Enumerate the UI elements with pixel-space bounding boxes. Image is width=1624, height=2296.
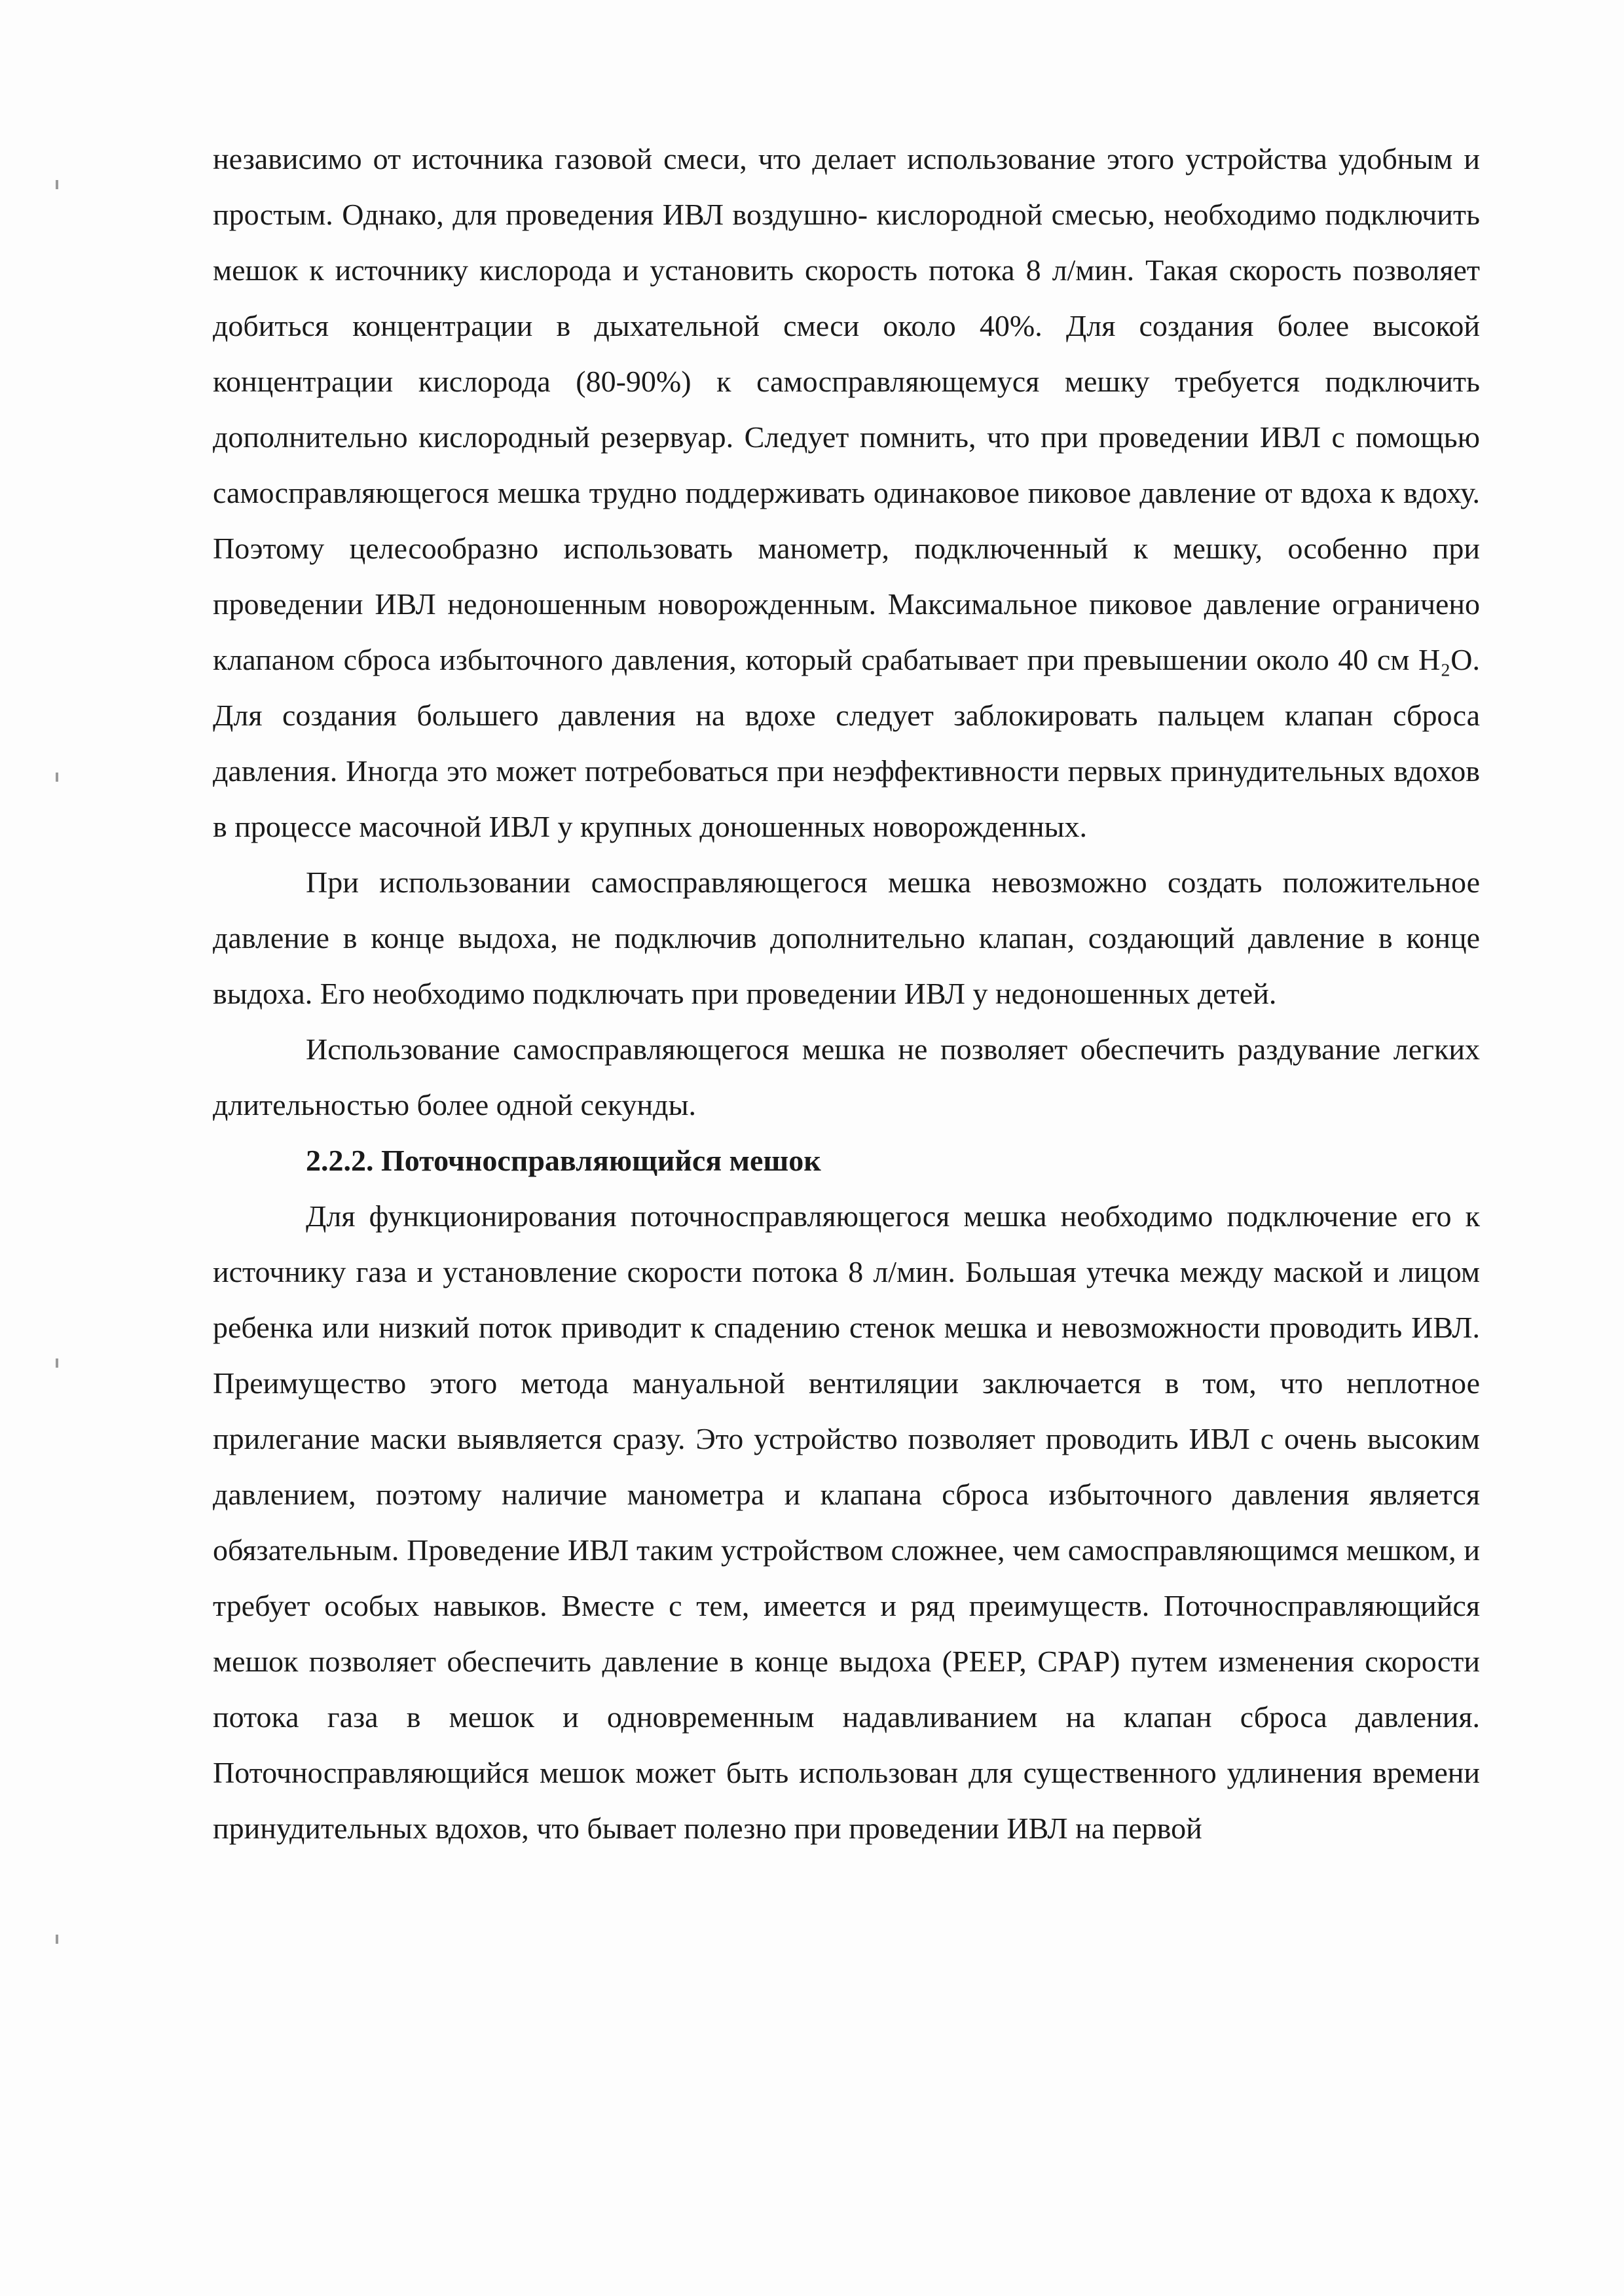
paragraph-peep: При использовании самосправляющегося мешка невозможно создать положительное давление в конце выдоха, не подключив дополнительно клапан, создающий давление в конце выдоха. Его необходимо подключать при проведении ИВЛ у недоношенных детей.: [213, 866, 1480, 1010]
paragraph-inflation: Использование самосправляющегося мешка не позволяет обеспечить раздувание легких длительностью более одной секунды.: [213, 1032, 1480, 1121]
margin-mark: [56, 773, 58, 782]
paragraph-flow-inflating-bag: Для функционирования поточносправляющегося мешка необходимо подключение его к источнику газа и установление скорости потока 8 л/мин. Большая утечка между маской и лицом ребенка или низкий поток приводит к спадению стенок мешка и невозможности проводить ИВЛ. Преимущество этого метода мануальной вентиляции заключается в том, что неплотное прилегание маски выявляется сразу. Это устройство позволяет проводить ИВЛ с очень высоким давлением, поэтому наличие манометра и клапана сброса избыточного давления является обязательным. Проведение ИВЛ таким устройством сложнее, чем самосправляющимся мешком, и требует особых навыков. Вместе с тем, имеется и ряд преимуществ. Поточносправляющийся мешок позволяет обеспечить давление в конце выдоха (PEEP, CPAP) путем изменения скорости потока газа в мешок и одновременным надавливанием на клапан сброса давления. Поточносправляющийся мешок может быть использован для существенного удлинения времени принудительных вдохов, что бывает полезно при проведении ИВЛ на первой: [213, 1199, 1480, 1845]
section-heading: 2.2.2. Поточносправляющийся мешок: [306, 1144, 821, 1177]
margin-mark: [56, 180, 58, 189]
document-body: [213, 131, 1480, 1856]
paragraph-continuation: независимо от источника газовой смеси, что делает использование этого устройства удобным и простым. Однако, для проведения ИВЛ воздушно- кислородной смесью, необходимо подключить мешок к источнику кислорода и установить скорость потока 8 л/мин. Такая скорость позволяет добиться концентрации в дыхательной смеси около 40%. Для создания более высокой концентрации кислорода (80-90%) к самосправляющемуся мешку требуется подключить дополнительно кислородный резервуар. Следует помнить, что при проведении ИВЛ с помощью самосправляющегося мешка трудно поддерживать одинаковое пиковое давление от вдоха к вдоху. Поэтому целесообразно использовать манометр, подключенный к мешку, особенно при проведении ИВЛ недоношенным новорожденным. Максимальное пиковое давление ограничено клапаном сброса избыточного давления, который срабатывает при превышении около 40 см H₂O. Для создания большего давления на вдохе следует заблокировать пальцем клапан сброса давления. Иногда это может потребоваться при неэффективности первых принудительных вдохов в процессе масочной ИВЛ у крупных доношенных новорожденных.: [213, 142, 1480, 843]
margin-mark: [56, 1358, 58, 1368]
margin-mark: [56, 1935, 58, 1944]
